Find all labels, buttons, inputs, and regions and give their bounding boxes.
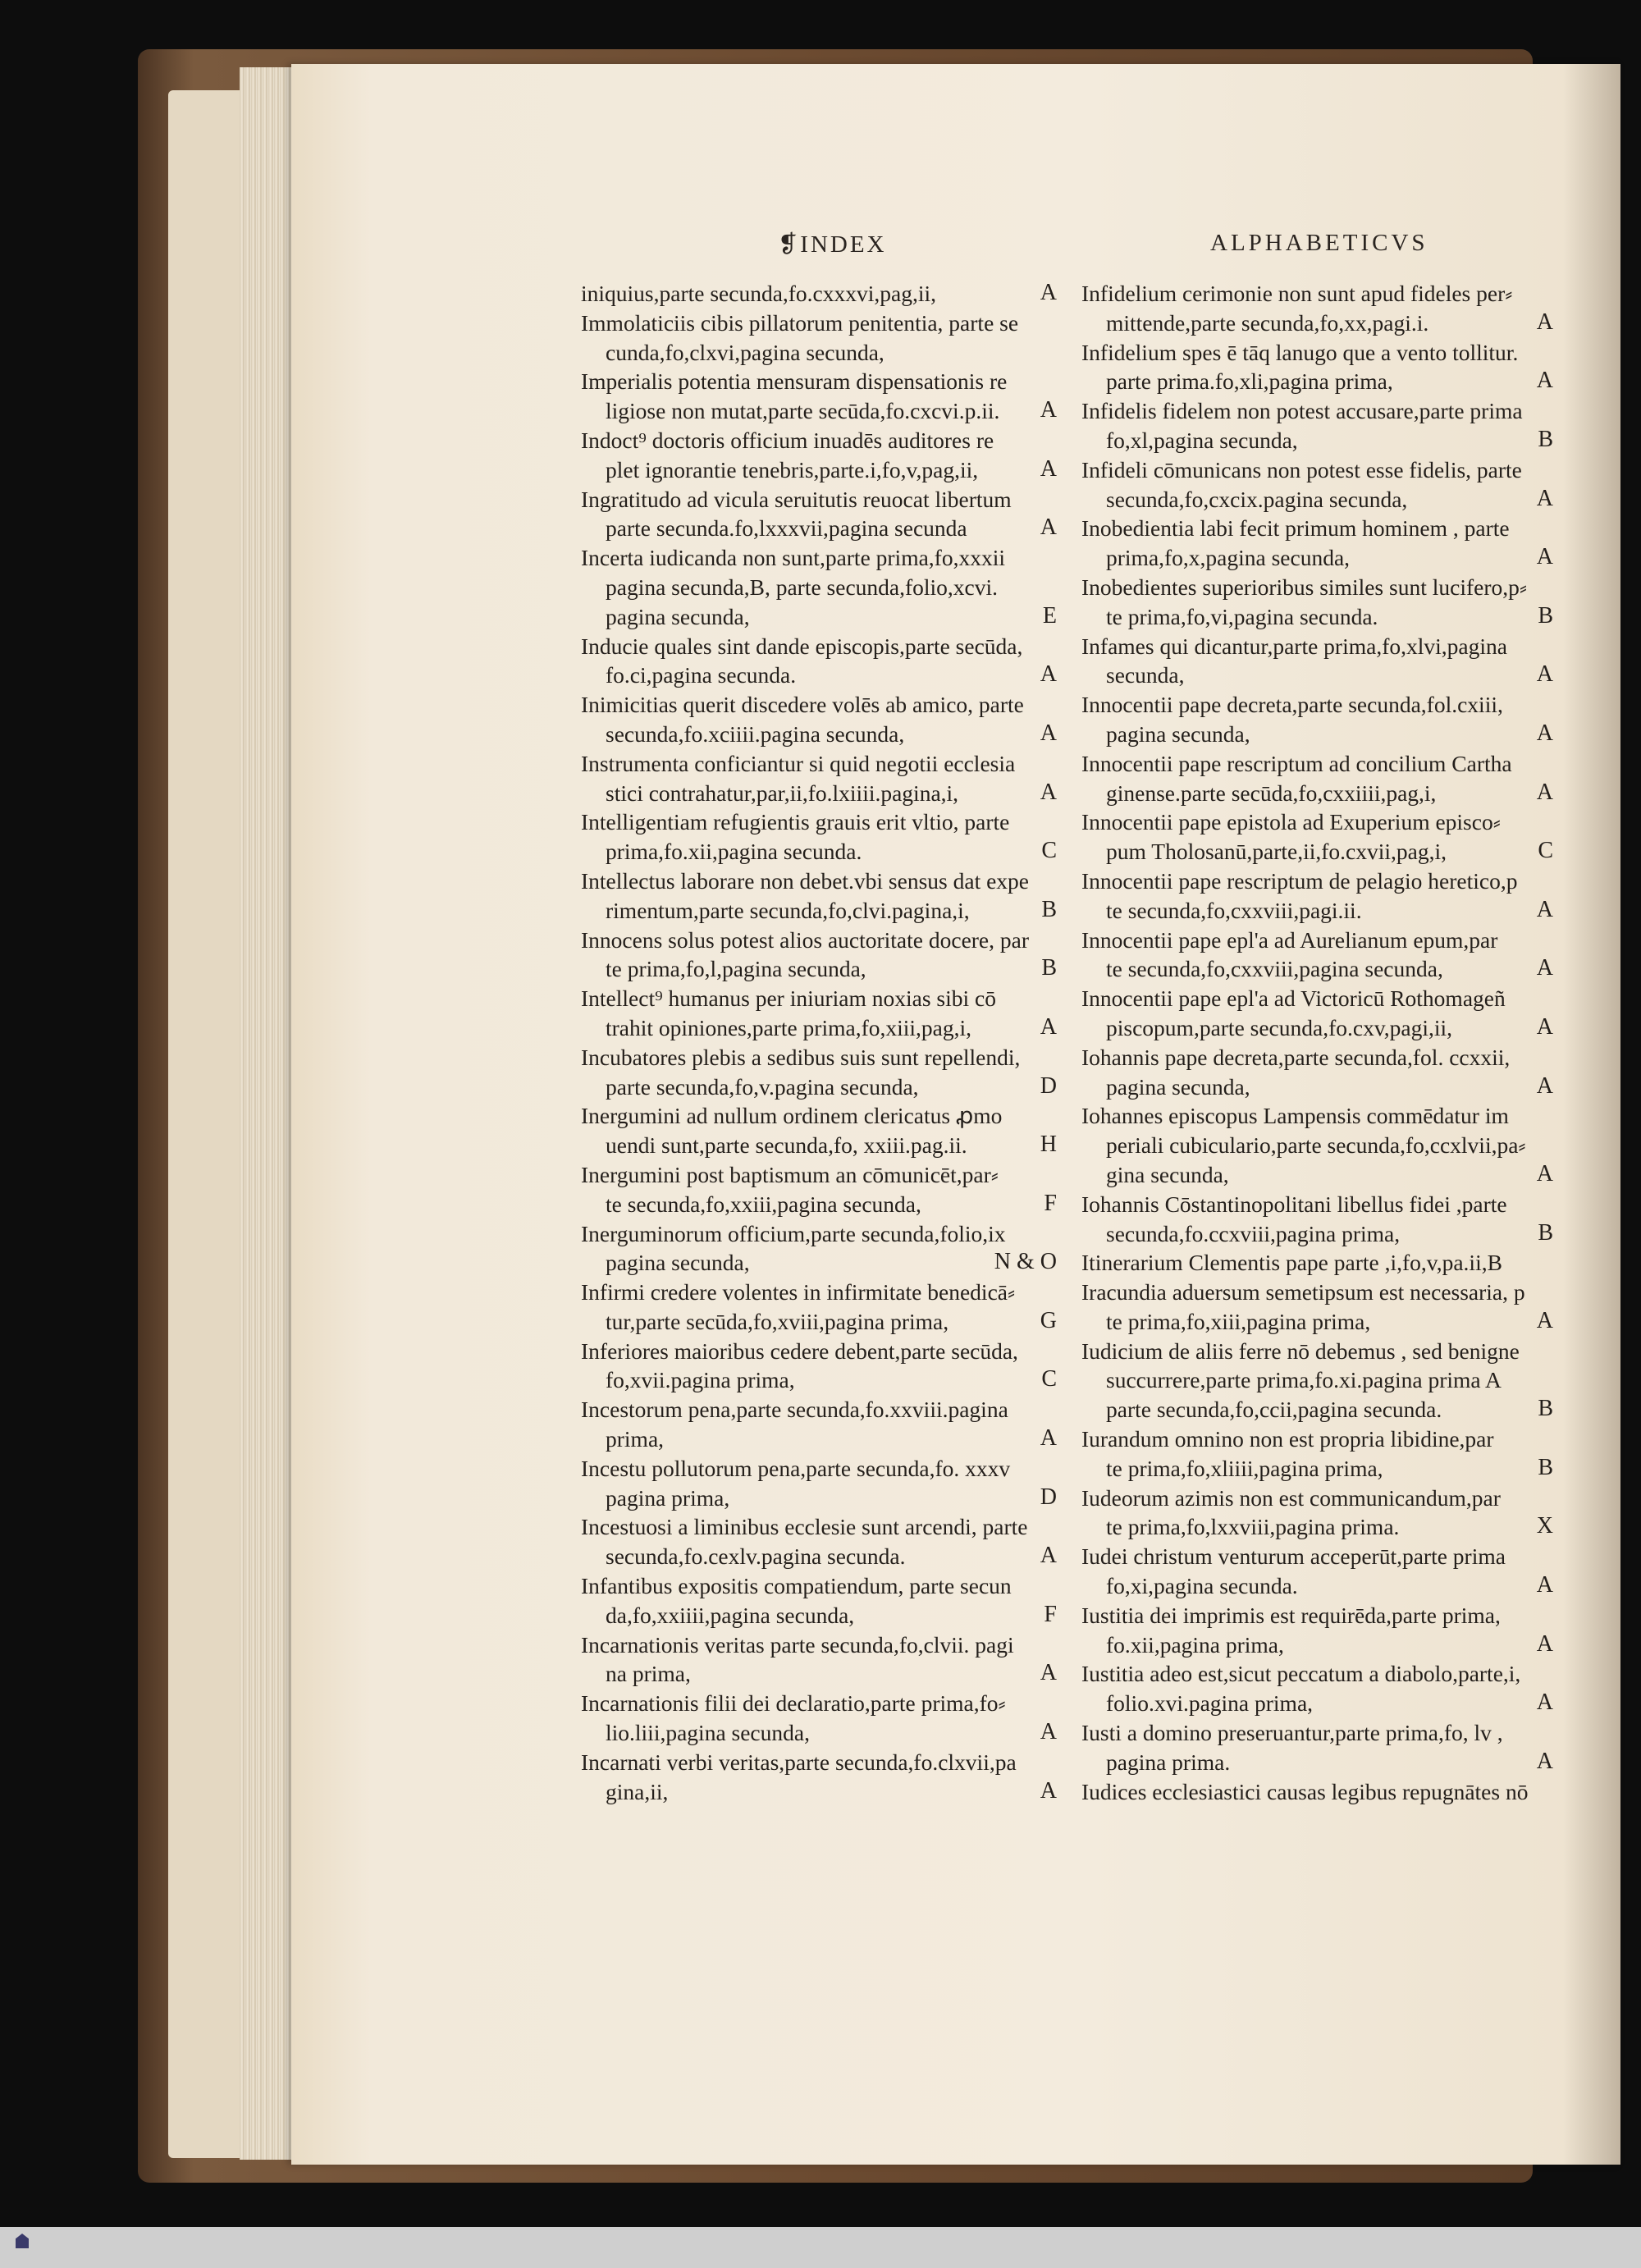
- index-entry: [581, 926, 1057, 985]
- library-logo-icon: [8, 2234, 36, 2261]
- index-entry-section-letter: B: [1538, 1219, 1553, 1246]
- index-entry-line: Inimicitias querit discedere volēs ab amico, parte: [581, 692, 1024, 718]
- index-entry-line: Infidelium cerimonie non sunt apud fideles per⸗: [1081, 281, 1513, 306]
- index-entry-section-letter: A: [1536, 544, 1553, 570]
- index-entry-line: parte secunda,fo,v.pagina secunda,: [606, 1073, 919, 1100]
- index-entry: [581, 632, 1057, 691]
- index-entry: [1081, 867, 1553, 926]
- index-entry-line: uendi sunt,parte secunda,fo, xxiii.pag.ii.: [606, 1132, 967, 1159]
- index-entry-line: Iracundia aduersum semetipsum est necessaria, p: [1081, 1279, 1525, 1305]
- index-entry-line: Iurandum omnino non est propria libidine,par: [1081, 1426, 1494, 1452]
- index-entry-section-letter: A: [1536, 1160, 1553, 1187]
- index-entry: [581, 1571, 1057, 1630]
- index-entry-section-letter: A: [1536, 955, 1553, 981]
- index-entry-section-letter: A: [1040, 1719, 1057, 1745]
- index-entry: [581, 984, 1057, 1043]
- index-entry: [581, 1219, 1057, 1278]
- index-entry-line: Inerguminorum officium,parte secunda,folio,ix: [581, 1220, 1006, 1246]
- index-entry-section-letter: A: [1536, 720, 1553, 746]
- index-entry-line: Itinerarium Clementis pape parte ,i,fo,v,pa.ii,B: [1081, 1250, 1502, 1276]
- index-entry-section-letter: N & O: [994, 1249, 1057, 1275]
- index-entry-line: tur,parte secūda,fo,xviii,pagina prima,: [606, 1308, 949, 1334]
- index-entry: [1081, 1424, 1553, 1484]
- index-entry-line: Ingratitudo ad vicula seruitutis reuocat libertum: [581, 486, 1012, 512]
- index-entry-section-letter: C: [1538, 838, 1553, 864]
- index-column-right: [1081, 279, 1553, 1806]
- index-entry-line: pagina secunda,: [1106, 1073, 1250, 1100]
- index-entry-line: piscopum,parte secunda,fo.cxv,pagi,ii,: [1106, 1014, 1453, 1040]
- index-entry-line: lio.liii,pagina secunda,: [606, 1720, 810, 1746]
- index-entry-line: te prima,fo,vi,pagina secunda.: [1106, 603, 1378, 629]
- index-entry: [581, 367, 1057, 426]
- index-entry: [1081, 1484, 1553, 1543]
- index-entry: [1081, 1101, 1553, 1189]
- index-entry-line: Intellectus laborare non debet.vbi sensus dat expe: [581, 867, 1029, 894]
- index-entry-line: Innocentii pape epl'a ad Aurelianum epum,par: [1081, 926, 1498, 953]
- index-entry-line: Infidelis fidelem non potest accusare,parte prima: [1081, 398, 1523, 424]
- index-entry-line: Infidelium spes ē tāq lanugo que a vento tollitur.: [1081, 339, 1519, 365]
- index-entry-line: Infideli cōmunicans non potest esse fidelis, parte: [1081, 456, 1522, 482]
- index-entry-section-letter: B: [1538, 1454, 1553, 1480]
- index-entry-line: te secunda,fo,cxxviii,pagi.ii.: [1106, 897, 1362, 923]
- index-entry-line: mittende,parte secunda,fo,xx,pagi.i.: [1106, 309, 1429, 336]
- index-entry-line: fo,xl,pagina secunda,: [1106, 427, 1298, 453]
- index-entry: [1081, 926, 1553, 985]
- index-entry-section-letter: D: [1040, 1484, 1057, 1510]
- index-column-left: [581, 279, 1057, 1806]
- index-entry-section-letter: A: [1040, 1543, 1057, 1569]
- index-entry: [581, 749, 1057, 808]
- index-entry-line: Inferiores maioribus cedere debent,parte secūda,: [581, 1337, 1018, 1364]
- index-entry-line: pagina prima.: [1106, 1749, 1231, 1775]
- index-entry-line: Iusti a domino preseruantur,parte prima,fo, lv ,: [1081, 1720, 1503, 1746]
- index-entry-line: Imperialis potentia mensuram dispensationis re: [581, 368, 1008, 395]
- index-entry-section-letter: A: [1040, 1013, 1057, 1040]
- index-entry-line: prima,fo,x,pagina secunda,: [1106, 545, 1351, 571]
- index-entry-line: Incarnationis filii dei declaratio,parte prima,fo⸗: [581, 1690, 1006, 1717]
- index-entry-line: Intelligentiam refugientis grauis erit vltio, parte: [581, 809, 1010, 835]
- index-entry-line: Incubatores plebis a sedibus suis sunt repellendi,: [581, 1044, 1021, 1070]
- index-entry-line: Innocentii pape epistola ad Exuperium episco⸗: [1081, 809, 1501, 835]
- index-entry-section-letter: A: [1536, 1748, 1553, 1774]
- index-entry: [1081, 1601, 1553, 1660]
- index-entry-section-letter: E: [1042, 602, 1057, 629]
- index-entry: [1081, 455, 1553, 514]
- index-entry-section-letter: A: [1536, 1630, 1553, 1657]
- index-entry-section-letter: C: [1041, 1366, 1057, 1392]
- index-entry-line: trahit opiniones,parte prima,fo,xiii,pag,i,: [606, 1014, 972, 1040]
- index-entry-line: Incestorum pena,parte secunda,fo.xxviii.pagina: [581, 1397, 1008, 1423]
- index-entry-line: Incestu pollutorum pena,parte secunda,fo. xxxv: [581, 1455, 1011, 1481]
- index-entry-section-letter: A: [1536, 1013, 1553, 1040]
- index-entry-line: iniquius,parte secunda,fo.cxxxvi,pag,ii,: [581, 281, 937, 306]
- index-entry: [581, 807, 1057, 867]
- index-entry: [1081, 1248, 1553, 1278]
- index-entry-section-letter: D: [1040, 1072, 1057, 1099]
- index-entry-section-letter: B: [1041, 955, 1057, 981]
- index-entry-line: te prima,fo,xiii,pagina prima,: [1106, 1308, 1371, 1334]
- index-entry-line: ligiose non mutat,parte secūda,fo.cxcvi.p.ii.: [606, 398, 1000, 424]
- index-entry-line: na prima,: [606, 1661, 691, 1687]
- index-entry-line: Innocentii pape rescriptum ad concilium Cartha: [1081, 750, 1512, 776]
- index-entry-line: Intellect⁹ humanus per iniuriam noxias sibi cō: [581, 985, 996, 1012]
- index-entry-section-letter: A: [1536, 485, 1553, 511]
- index-entry-line: Incestuosi a liminibus ecclesie sunt arcendi, parte: [581, 1514, 1028, 1540]
- index-entry: [1081, 514, 1553, 573]
- index-entry: [581, 1160, 1057, 1219]
- index-entry-line: Iudices ecclesiastici causas legibus repugnātes nō: [1081, 1778, 1529, 1804]
- index-entry-line: te secunda,fo,xxiii,pagina secunda,: [606, 1191, 921, 1217]
- index-entry-line: cunda,fo,clxvi,pagina secunda,: [606, 339, 884, 365]
- index-entry: [581, 1043, 1057, 1102]
- index-entry-line: ginense.parte secūda,fo,cxxiiii,pag,i,: [1106, 780, 1437, 806]
- index-entry-line: prima,fo.xii,pagina secunda.: [606, 839, 862, 865]
- index-entry-line: te prima,fo,xliiii,pagina prima,: [1106, 1455, 1383, 1481]
- index-entry-line: Iustitia adeo est,sicut peccatum a diabolo,parte,i,: [1081, 1661, 1521, 1687]
- index-entry-section-letter: A: [1040, 1660, 1057, 1686]
- index-entry-line: Instrumenta conficiantur si quid negotii ecclesia: [581, 750, 1016, 776]
- index-entry: [581, 1748, 1057, 1807]
- index-entry-section-letter: B: [1538, 426, 1553, 452]
- index-entry-section-letter: A: [1040, 514, 1057, 541]
- index-entry: [581, 1337, 1057, 1396]
- page-gutter-shadow: [1563, 64, 1620, 2165]
- index-entry: [1081, 1542, 1553, 1601]
- index-entry-line: Incerta iudicanda non sunt,parte prima,fo,xxxii: [581, 545, 1005, 571]
- index-entry-line: gina,ii,: [606, 1778, 669, 1804]
- index-entry-section-letter: A: [1040, 455, 1057, 482]
- index-entry: [1081, 984, 1553, 1043]
- index-entry: [1081, 1659, 1553, 1718]
- index-entry-line: fo,xi,pagina secunda.: [1106, 1573, 1298, 1599]
- index-entry-line: secunda,fo.cexlv.pagina secunda.: [606, 1543, 906, 1570]
- index-entry-section-letter: A: [1536, 1690, 1553, 1716]
- index-entry-line: parte secunda,fo,ccii,pagina secunda.: [1106, 1397, 1442, 1423]
- index-entry: [1081, 1043, 1553, 1102]
- index-entry-line: pum Tholosanū,parte,ii,fo.cxvii,pag,i,: [1106, 839, 1447, 865]
- index-entry: [581, 1630, 1057, 1690]
- index-entry: [1081, 1718, 1553, 1777]
- index-entry-line: pagina secunda,: [606, 603, 750, 629]
- index-entry-section-letter: A: [1536, 1572, 1553, 1598]
- index-entry-line: pagina secunda,: [606, 1250, 750, 1276]
- index-entry: [1081, 1278, 1553, 1337]
- index-entry: [1081, 279, 1553, 338]
- index-entry-section-letter: G: [1040, 1307, 1057, 1333]
- index-entry-section-letter: A: [1536, 661, 1553, 688]
- running-header-left: ❡INDEX: [778, 231, 887, 258]
- index-entry-line: Iohannis Cōstantinopolitani libellus fidei ,parte: [1081, 1191, 1507, 1217]
- index-entry-line: fo.xii,pagina prima,: [1106, 1631, 1284, 1658]
- index-entry-line: pagina secunda,B, parte secunda,folio,xcvi.: [606, 574, 999, 600]
- index-entry-line: Innocens solus potest alios auctoritate docere, par: [581, 926, 1029, 953]
- index-entry-section-letter: F: [1044, 1601, 1057, 1627]
- index-entry-section-letter: A: [1040, 1425, 1057, 1452]
- index-entry-line: parte secunda.fo,lxxxvii,pagina secunda: [606, 515, 967, 542]
- index-entry-line: stici contrahatur,par,ii,fo.lxiiii.pagina,i,: [606, 780, 959, 806]
- index-entry-line: Inobedientes superioribus similes sunt lucifero,p⸗: [1081, 574, 1528, 600]
- index-entry: [581, 867, 1057, 926]
- index-entry-section-letter: A: [1536, 896, 1553, 922]
- viewer-bottom-bar: [0, 2227, 1641, 2268]
- index-entry-line: succurrere,parte prima,fo.xi.pagina prima A: [1106, 1367, 1502, 1393]
- index-entry: [1081, 749, 1553, 808]
- index-entry-line: Iustitia dei imprimis est requirēda,parte prima,: [1081, 1602, 1501, 1628]
- index-entry-line: Iudeorum azimis non est communicandum,par: [1081, 1484, 1501, 1511]
- index-entry-line: Iudei christum venturum acceperūt,parte prima: [1081, 1543, 1506, 1570]
- index-entry-line: secunda,fo.xciiii.pagina secunda,: [606, 720, 905, 747]
- index-entry-section-letter: B: [1538, 1396, 1553, 1422]
- running-header-right: ALPHABETICVS: [1210, 230, 1428, 256]
- index-entry-line: Innocentii pape rescriptum de pelagio heretico,p: [1081, 867, 1518, 894]
- index-entry-line: Infirmi credere volentes in infirmitate benedicā⸗: [581, 1279, 1016, 1305]
- index-entry-line: gina secunda,: [1106, 1161, 1229, 1187]
- index-entry-section-letter: A: [1040, 397, 1057, 423]
- index-entry: [1081, 1337, 1553, 1424]
- index-entry-line: plet ignorantie tenebris,parte.i,fo,v,pag,ii,: [606, 456, 979, 482]
- index-entry-line: te prima,fo,lxxviii,pagina prima.: [1106, 1514, 1400, 1540]
- index-entry-line: fo,xvii.pagina prima,: [606, 1367, 795, 1393]
- index-entry-section-letter: F: [1044, 1190, 1057, 1216]
- index-entry: [581, 1512, 1057, 1571]
- index-entry: [581, 1689, 1057, 1748]
- index-entry: [1081, 396, 1553, 455]
- index-entry: [581, 426, 1057, 485]
- index-entry-line: folio.xvi.pagina prima,: [1106, 1690, 1314, 1717]
- index-entry-line: da,fo,xxiiii,pagina secunda,: [606, 1602, 855, 1628]
- index-entry-line: Iohannis pape decreta,parte secunda,fol. ccxxii,: [1081, 1044, 1511, 1070]
- index-entry: [1081, 1190, 1553, 1249]
- index-entry-section-letter: A: [1536, 779, 1553, 805]
- index-entry: [581, 1395, 1057, 1454]
- index-entry: [581, 279, 1057, 309]
- index-entry-section-letter: C: [1041, 838, 1057, 864]
- index-entry: [581, 690, 1057, 749]
- index-entry-line: Incarnati verbi veritas,parte secunda,fo.clxvii,pa: [581, 1749, 1017, 1775]
- index-entry-section-letter: A: [1040, 1777, 1057, 1804]
- index-entry-line: Incarnationis veritas parte secunda,fo,clvii. pagi: [581, 1631, 1014, 1658]
- index-entry-line: periali cubiculario,parte secunda,fo,ccxlvii,pa⸗: [1106, 1132, 1526, 1159]
- index-entry-section-letter: A: [1040, 720, 1057, 746]
- index-entry-line: Indoct⁹ doctoris officium inuadēs auditores re: [581, 427, 994, 453]
- index-entry-line: secunda,: [1106, 662, 1185, 688]
- index-entry: [1081, 573, 1553, 632]
- index-entry-line: Innocentii pape decreta,parte secunda,fol.cxiii,: [1081, 692, 1503, 718]
- index-entry-line: parte prima.fo,xli,pagina prima,: [1106, 368, 1393, 395]
- index-entry-section-letter: H: [1040, 1132, 1057, 1158]
- index-entry-line: Inergumini ad nullum ordinem clericatus ꝓmo: [581, 1103, 1003, 1129]
- index-entry-line: Inergumini post baptismum an cōmunicēt,par⸗: [581, 1161, 999, 1187]
- index-entry: [1081, 338, 1553, 397]
- index-entry-line: secunda,fo,cxcix.pagina secunda,: [1106, 486, 1408, 512]
- index-entry-line: pagina secunda,: [1106, 720, 1250, 747]
- index-entry-line: te prima,fo,l,pagina secunda,: [606, 956, 866, 982]
- index-entry: [1081, 690, 1553, 749]
- index-entry-section-letter: A: [1040, 661, 1057, 688]
- index-entry: [581, 309, 1057, 368]
- index-entry: [581, 1454, 1057, 1513]
- index-entry-line: secunda,fo.ccxviii,pagina prima,: [1106, 1220, 1401, 1246]
- index-entry-line: Infames qui dicantur,parte prima,fo,xlvi,pagina: [1081, 633, 1507, 659]
- index-entry-line: Iudicium de aliis ferre nō debemus , sed benigne: [1081, 1337, 1520, 1364]
- index-entry: [1081, 807, 1553, 867]
- index-entry-line: rimentum,parte secunda,fo,clvi.pagina,i,: [606, 897, 970, 923]
- index-entry-line: te secunda,fo,cxxviii,pagina secunda,: [1106, 956, 1443, 982]
- index-entry: [581, 543, 1057, 631]
- index-entry: [581, 485, 1057, 544]
- index-entry-line: Inducie quales sint dande episcopis,parte secūda,: [581, 633, 1023, 659]
- index-entry-section-letter: B: [1041, 896, 1057, 922]
- index-entry: [1081, 1777, 1553, 1807]
- index-entry-section-letter: A: [1040, 779, 1057, 805]
- index-entry-line: Infantibus expositis compatiendum, parte secun: [581, 1573, 1012, 1599]
- index-entry-line: fo.ci,pagina secunda.: [606, 662, 797, 688]
- index-entry-line: Innocentii pape epl'a ad Victoricū Rothomageñ: [1081, 985, 1506, 1012]
- index-entry-line: Immolaticiis cibis pillatorum penitentia, parte se: [581, 309, 1019, 336]
- index-entry-line: prima,: [606, 1426, 665, 1452]
- index-entry: [581, 1101, 1057, 1160]
- index-entry-line: Inobedientia labi fecit primum hominem , parte: [1081, 515, 1510, 542]
- index-entry-section-letter: X: [1536, 1513, 1553, 1539]
- index-entry-section-letter: A: [1536, 368, 1553, 394]
- index-entry-line: Iohannes episcopus Lampensis commēdatur im: [1081, 1103, 1509, 1129]
- index-entry-section-letter: A: [1536, 1307, 1553, 1333]
- index-entry-section-letter: A: [1536, 309, 1553, 335]
- index-entry-section-letter: A: [1040, 280, 1057, 305]
- index-entry-line: pagina prima,: [606, 1484, 730, 1511]
- index-entry-section-letter: A: [1536, 1072, 1553, 1099]
- index-entry: [581, 1278, 1057, 1337]
- index-entry-section-letter: B: [1538, 602, 1553, 629]
- index-entry: [1081, 632, 1553, 691]
